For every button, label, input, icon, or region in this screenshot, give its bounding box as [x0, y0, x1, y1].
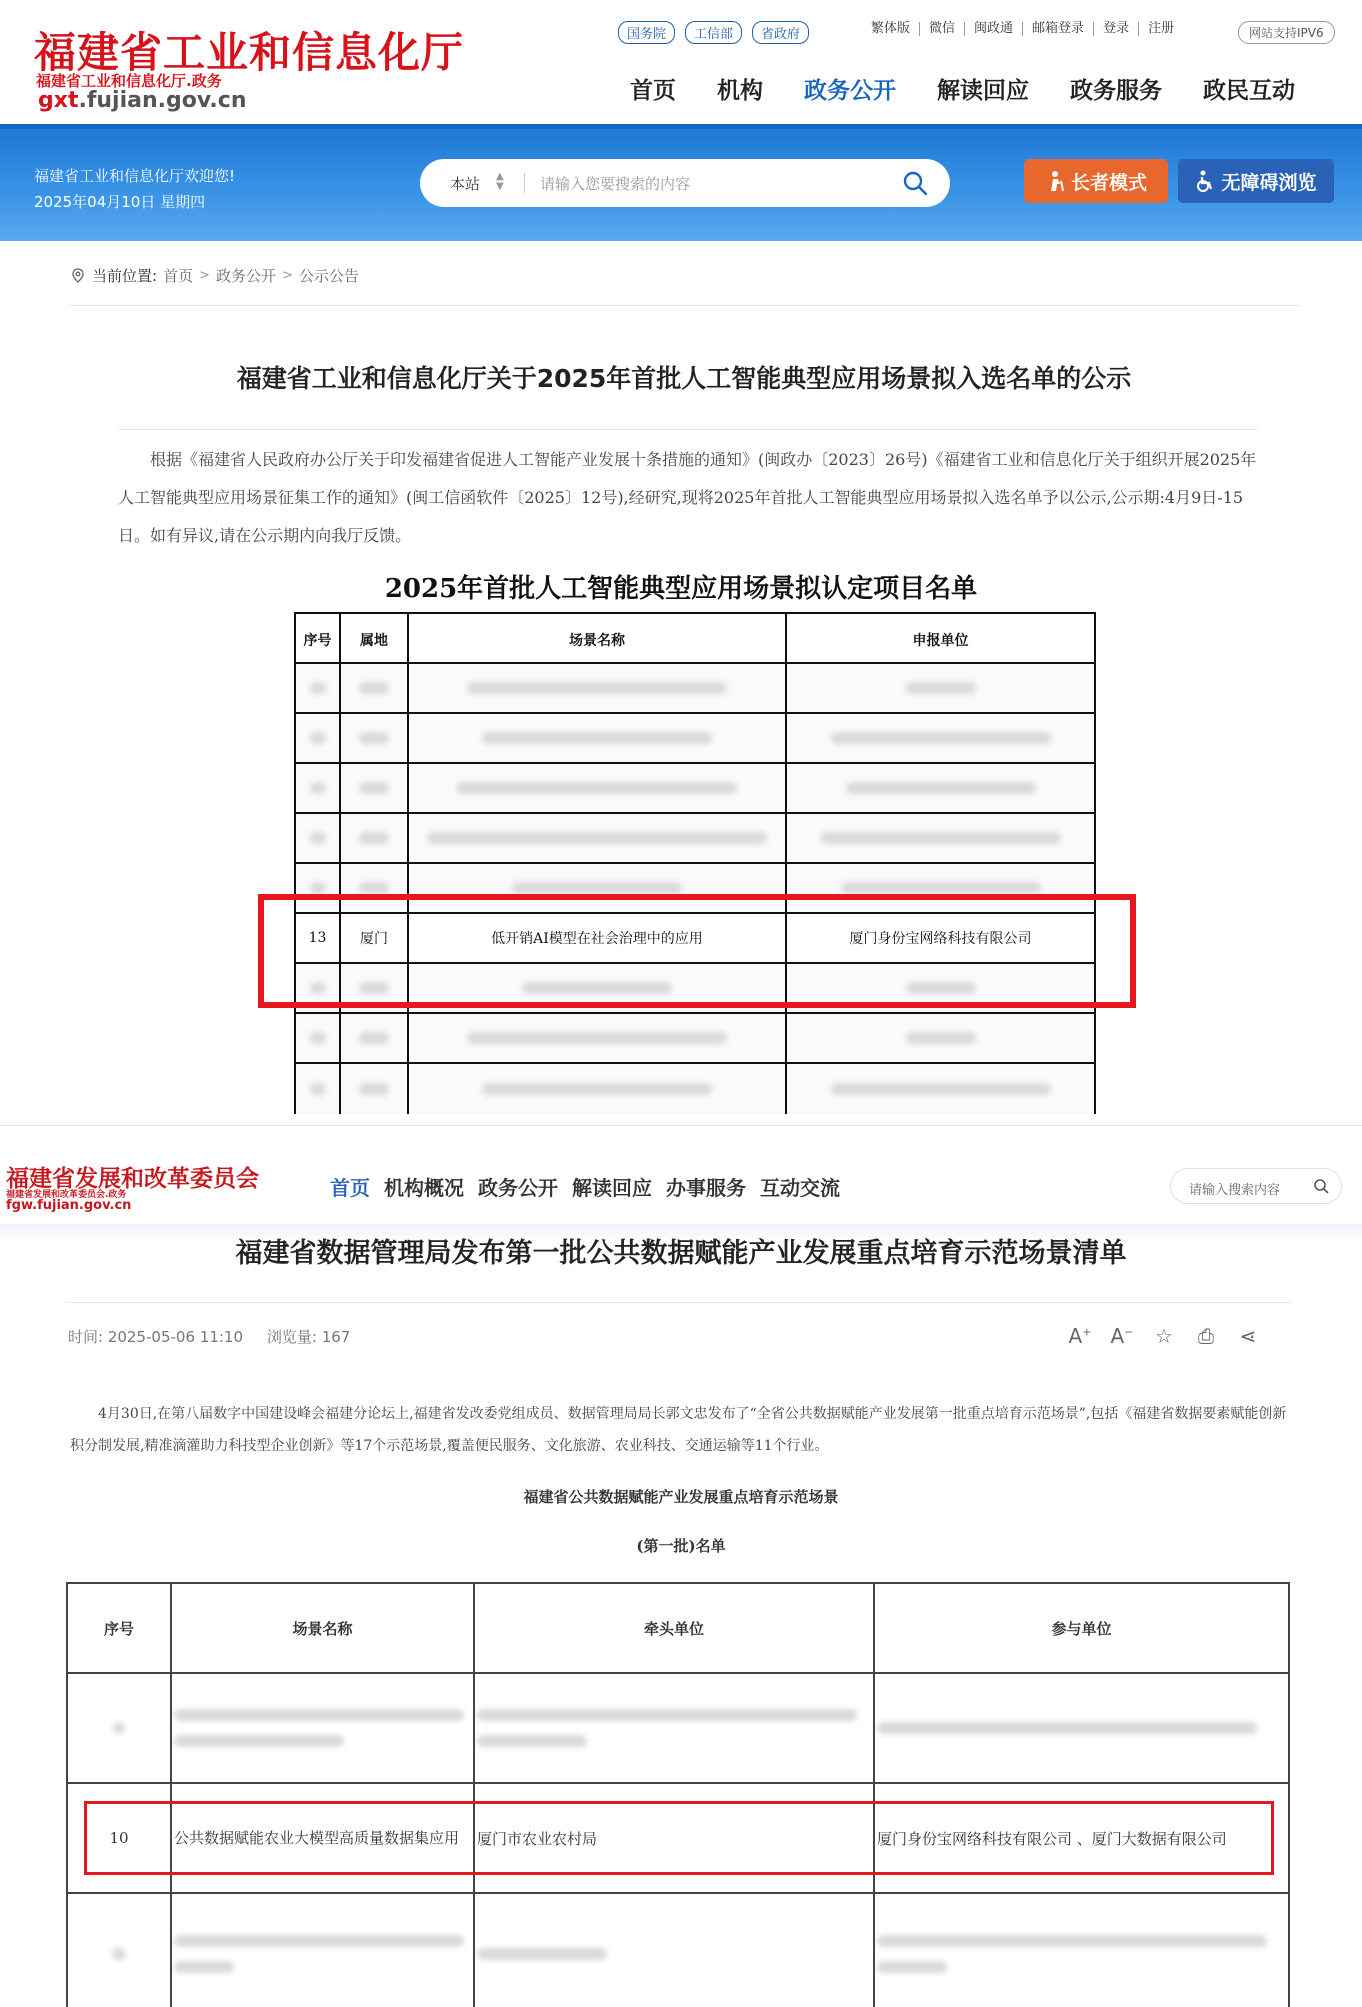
breadcrumb-home[interactable]: 首页: [163, 267, 194, 285]
table-row-blurred: [296, 714, 1096, 764]
blurred-cell: [296, 1064, 341, 1114]
blurred-cell: [68, 1894, 172, 2007]
print-icon[interactable]: ⎙: [1198, 1324, 1214, 1348]
project-table: [294, 612, 1096, 1114]
meta-time-label: 时间:: [68, 1328, 104, 1346]
nav-gov-affairs[interactable]: 政务公开: [804, 72, 896, 105]
gxt-logo-title[interactable]: 福建省工业和信息化厅: [34, 28, 465, 77]
breadcrumb: [70, 265, 359, 286]
welcome-message: 福建省工业和信息化厅欢迎您!: [34, 167, 236, 185]
search-input[interactable]: 请输入您要搜索的内容: [540, 175, 691, 193]
blurred-cell: [409, 1014, 787, 1062]
header-scene-name: 场景名称: [409, 614, 787, 666]
top-link-traditional[interactable]: 繁体版: [862, 22, 920, 36]
gxt-banner: [0, 129, 1362, 241]
fgw-nav-interpretation[interactable]: 解读回应: [572, 1176, 652, 1200]
article-paragraph: 4月30日,在第八届数字中国建设峰会福建分论坛上,福建省发改委党组成员、数据管理局局长郭文忠发布了“全省公共数据赋能产业发展第一批重点培育示范场景”,包括《福建省数据要素赋能创新积分制发展,精准滴灌助力科技型企业创新》等17个示范场景,覆盖便民服务、文化旅游、农业科技、交通运输等11个行业。: [70, 1406, 1287, 1454]
row-scene-name: 公共数据赋能农业大模型高质量数据集应用: [172, 1784, 475, 1892]
blurred-cell: [787, 764, 1096, 812]
welcome-text: [34, 163, 235, 215]
row-no: 10: [68, 1784, 172, 1892]
share-icon[interactable]: ⋖: [1239, 1324, 1257, 1348]
search-separator: [524, 173, 525, 193]
header-location: 属地: [341, 614, 409, 666]
table-row-blurred: [296, 764, 1096, 814]
blurred-cell: [409, 1064, 787, 1114]
breadcrumb-separator: >: [282, 268, 293, 283]
blurred-cell: [341, 764, 409, 812]
meta-time: 2025-05-06 11:10: [107, 1328, 244, 1346]
header-lead-unit: 牵头单位: [475, 1584, 875, 1672]
table-row-blurred: [68, 1674, 1290, 1784]
fgw-logo-domain: fgw.fujian.gov.cn: [6, 1198, 132, 1213]
header-scene-name: 场景名称: [172, 1584, 475, 1672]
gxt-domain-rest: .fujian.gov.cn: [78, 88, 247, 113]
gxt-logo-subtitle: 福建省工业和信息化厅.政务: [36, 72, 222, 90]
table-row-blurred: [296, 664, 1096, 714]
header-applicant: 申报单位: [787, 614, 1096, 666]
blurred-cell: [296, 1014, 341, 1062]
blurred-cell: [475, 1894, 875, 2007]
blurred-cell: [475, 1674, 875, 1782]
row-applicant: 厦门身份宝网络科技有限公司: [787, 914, 1096, 962]
blurred-cell: [172, 1894, 475, 2007]
wheelchair-icon: [1195, 170, 1215, 192]
fgw-nav-home[interactable]: 首页: [330, 1176, 370, 1200]
red-highlight-box: [84, 1801, 1274, 1875]
nav-interaction[interactable]: 政民互动: [1203, 78, 1295, 104]
table-row-blurred: [296, 1064, 1096, 1114]
scope-arrows-icon: ▲ ▼: [496, 171, 504, 192]
scene-table: [66, 1582, 1290, 2007]
gov-links: [618, 21, 809, 44]
row-scene-name: 低开销AI模型在社会治理中的应用: [409, 914, 787, 962]
search-icon[interactable]: [1313, 1178, 1329, 1194]
header-participants: 参与单位: [875, 1584, 1290, 1672]
blurred-cell: [787, 714, 1096, 762]
table-row-blurred: [68, 1894, 1290, 2007]
nav-org[interactable]: 机构: [717, 78, 763, 104]
blurred-cell: [787, 814, 1096, 862]
page-title: 福建省工业和信息化厅关于2025年首批人工智能典型应用场景拟入选名单的公示: [236, 364, 1132, 393]
breadcrumb-label: 当前位置:: [92, 267, 158, 285]
fgw-main-nav: [330, 1172, 840, 1201]
header-no: 序号: [296, 614, 341, 666]
breadcrumb-gov-affairs[interactable]: 政务公开: [215, 267, 276, 285]
breadcrumb-notice[interactable]: 公示公告: [298, 267, 359, 285]
blurred-cell: [875, 1894, 1290, 2007]
blurred-cell: [409, 814, 787, 862]
location-icon: [70, 268, 86, 284]
blurred-cell: [409, 664, 787, 712]
breadcrumb-separator: >: [199, 268, 210, 283]
gov-link-shengzhengfu[interactable]: 省政府: [752, 21, 809, 44]
blurred-cell: [787, 664, 1096, 712]
gxt-header: [0, 0, 1362, 128]
table-title: 2025年首批人工智能典型应用场景拟认定项目名单: [384, 574, 978, 604]
fgw-search-bar[interactable]: [1170, 1168, 1342, 1204]
nav-interpretation[interactable]: 解读回应: [937, 78, 1029, 104]
nav-services[interactable]: 政务服务: [1070, 78, 1162, 104]
fgw-logo-subtitle: 福建省发展和改革委员会.政务: [6, 1190, 127, 1200]
top-link-login[interactable]: 登录: [1094, 22, 1139, 36]
table-subtitle: (第一批)名单: [636, 1537, 726, 1555]
elder-mode-button[interactable]: [1024, 159, 1168, 203]
table-title: 福建省公共数据赋能产业发展重点培育示范场景: [523, 1488, 839, 1506]
font-decrease-icon[interactable]: A−: [1110, 1324, 1134, 1348]
blurred-cell: [172, 1674, 475, 1782]
blurred-cell: [296, 714, 341, 762]
blurred-cell: [341, 664, 409, 712]
divider: [118, 429, 1258, 430]
blurred-cell: [296, 764, 341, 812]
fgw-search-input[interactable]: 请输入搜索内容: [1189, 1183, 1281, 1198]
table-row-blurred: [296, 814, 1096, 864]
blurred-cell: [296, 814, 341, 862]
gxt-article-card: [34, 241, 1334, 561]
fgw-nav-gov-affairs[interactable]: 政务公开: [478, 1176, 558, 1200]
current-date: 2025年04月10日 星期四: [34, 193, 206, 211]
blurred-cell: [341, 1014, 409, 1062]
divider: [66, 1302, 1290, 1303]
elder-mode-label: 长者模式: [1070, 171, 1147, 194]
ipv6-badge: 网站支持IPV6: [1238, 21, 1335, 44]
top-link-register[interactable]: 注册: [1148, 21, 1175, 36]
red-highlight-box: [258, 894, 1136, 1008]
blurred-cell: [787, 1014, 1096, 1062]
fgw-nav-interaction[interactable]: 互动交流: [760, 1176, 840, 1200]
blurred-cell: [787, 1064, 1096, 1114]
fgw-screenshot: [0, 1125, 1362, 2007]
fgw-page-title: 福建省数据管理局发布第一批公共数据赋能产业发展重点培育示范场景清单: [235, 1238, 1127, 1269]
divider: [70, 305, 1300, 306]
row-no: 13: [296, 914, 341, 962]
accessibility-label: 无障碍浏览: [1221, 171, 1317, 194]
fgw-logo-title[interactable]: 福建省发展和改革委员会: [6, 1165, 259, 1192]
top-link-minzhengtong[interactable]: 闽政通: [965, 22, 1023, 36]
gxt-logo-domain: [38, 88, 246, 113]
row-lead-unit: 厦门市农业农村局: [475, 1784, 875, 1892]
gxt-domain-prefix: gxt: [38, 88, 79, 113]
blurred-cell: [341, 814, 409, 862]
font-increase-icon[interactable]: A+: [1068, 1324, 1092, 1348]
table-header-row: [296, 614, 1096, 664]
table-header-row: [68, 1584, 1290, 1674]
blurred-cell: [341, 1064, 409, 1114]
star-icon[interactable]: ☆: [1155, 1324, 1173, 1348]
article-body: 根据《福建省人民政府办公厅关于印发福建省促进人工智能产业发展十条措施的通知》(闽政办〔2023〕26号)《福建省工业和信息化厅关于组织开展2025年人工智能典型应用场景征集工作的通知》(闽工信函软件〔2025〕12号),经研究,现将2025年首批人工智能典型应用场景拟入选名单予以公示,公示期:4月9日-15日。如有异议,请在公示期内向我厅反馈。: [118, 450, 1257, 545]
top-links: [862, 22, 1183, 36]
blurred-cell: [296, 664, 341, 712]
blurred-cell: [409, 764, 787, 812]
table-row-blurred: [296, 1014, 1096, 1064]
meta-views-label: 浏览量:: [266, 1328, 317, 1346]
elder-icon: [1045, 170, 1065, 192]
gov-link-gongxinbu[interactable]: 工信部: [685, 21, 742, 44]
gov-link-guowuyuan[interactable]: 国务院: [618, 21, 675, 44]
blurred-cell: [68, 1674, 172, 1782]
gxt-main-nav: [630, 72, 1336, 105]
row-participants: 厦门身份宝网络科技有限公司 、厦门大数据有限公司: [875, 1784, 1290, 1892]
blurred-cell: [409, 714, 787, 762]
gxt-search-bar[interactable]: [420, 159, 950, 207]
article-meta: [68, 1326, 350, 1347]
meta-views: 167: [321, 1328, 351, 1346]
blurred-cell: [341, 714, 409, 762]
blurred-cell: [875, 1674, 1290, 1782]
header-no: 序号: [68, 1584, 172, 1672]
fgw-nav-services[interactable]: 办事服务: [666, 1176, 746, 1200]
fgw-nav-org[interactable]: 机构概况: [384, 1176, 464, 1200]
top-link-mail[interactable]: 邮箱登录: [1023, 22, 1094, 36]
nav-home[interactable]: 首页: [630, 78, 676, 104]
search-scope-select[interactable]: 本站: [450, 175, 481, 193]
search-icon[interactable]: [902, 170, 928, 196]
top-link-wechat[interactable]: 微信: [920, 22, 965, 36]
row-location: 厦门: [341, 914, 409, 962]
article-tools: [1068, 1324, 1260, 1348]
accessibility-button[interactable]: [1178, 159, 1334, 203]
